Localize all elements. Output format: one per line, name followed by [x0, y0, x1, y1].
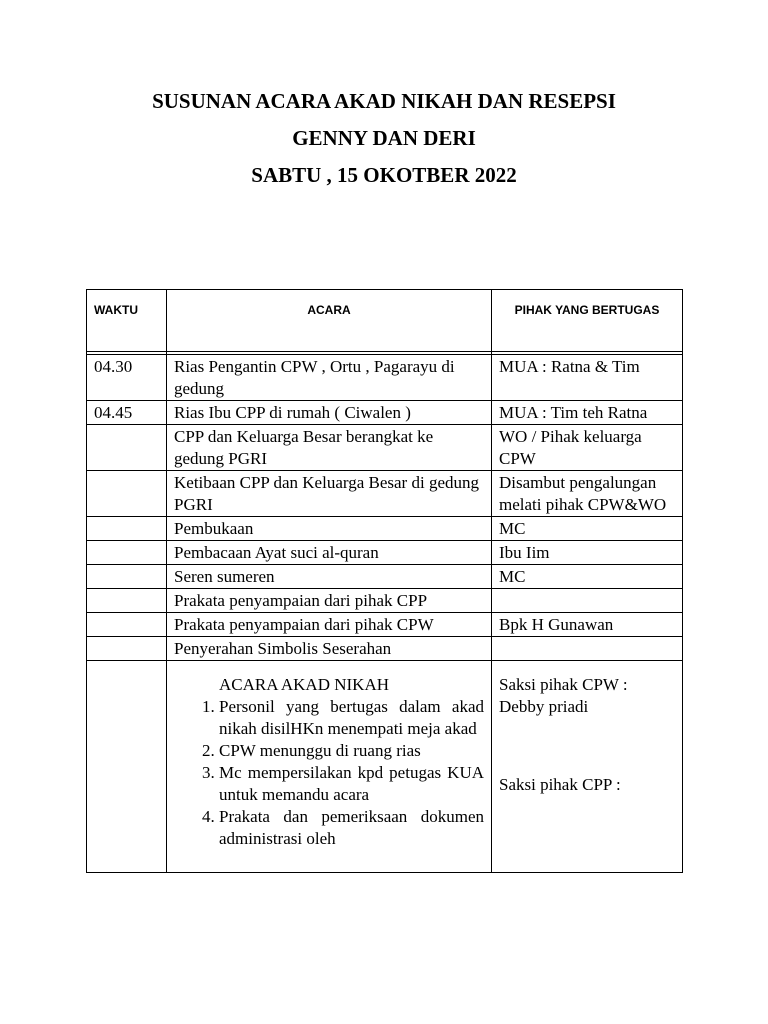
cell-pihak: Bpk H Gunawan [492, 613, 683, 637]
header-waktu: WAKTU [87, 290, 167, 352]
title-line-2: GENNY DAN DERI [292, 126, 476, 150]
cell-pihak: Ibu Iim [492, 541, 683, 565]
table-row [87, 517, 683, 541]
cell-waktu [87, 661, 167, 873]
schedule-table [86, 289, 683, 873]
akad-nikah-cell [167, 661, 492, 873]
cell-pihak: MC [492, 517, 683, 541]
akad-nikah-row [87, 661, 683, 873]
cell-waktu [87, 565, 167, 589]
table-row [87, 355, 683, 401]
cell-waktu: 04.45 [87, 401, 167, 425]
cell-waktu [87, 589, 167, 613]
table-row [87, 471, 683, 517]
saksi-cpp: Saksi pihak CPP : [499, 775, 621, 794]
cell-waktu [87, 541, 167, 565]
table-header-row [87, 290, 683, 352]
table-row [87, 565, 683, 589]
cell-pihak: Disambut pengalungan melati pihak CPW&WO [492, 471, 683, 517]
cell-acara: Pembacaan Ayat suci al-quran [167, 541, 492, 565]
cell-acara: Pembukaan [167, 517, 492, 541]
cell-acara: Prakata penyampaian dari pihak CPP [167, 589, 492, 613]
cell-acara: Ketibaan CPP dan Keluarga Besar di gedung PGRI [167, 471, 492, 517]
cell-acara: Rias Pengantin CPW , Ortu , Pagarayu di gedung [167, 355, 492, 401]
cell-waktu [87, 517, 167, 541]
cell-acara: CPP dan Keluarga Besar berangkat ke gedung PGRI [167, 425, 492, 471]
cell-pihak: WO / Pihak keluarga CPW [492, 425, 683, 471]
saksi-cpw: Saksi pihak CPW : Debby priadi [499, 675, 628, 716]
list-item: 1. Personil yang bertugas dalam akad nikah disilHKn menempati meja akad [219, 696, 484, 740]
header-pihak: PIHAK YANG BERTUGAS [492, 290, 683, 352]
cell-pihak [492, 637, 683, 661]
table-row [87, 613, 683, 637]
title-line-1: SUSUNAN ACARA AKAD NIKAH DAN RESEPSI [152, 89, 616, 113]
cell-waktu [87, 471, 167, 517]
list-item: 3. Mc mempersilakan kpd petugas KUA untuk memandu acara [219, 762, 484, 806]
cell-acara: Seren sumeren [167, 565, 492, 589]
cell-pihak: MUA : Ratna & Tim [492, 355, 683, 401]
table-row [87, 589, 683, 613]
cell-acara: Penyerahan Simbolis Seserahan [167, 637, 492, 661]
list-item: 2. CPW menunggu di ruang rias [219, 740, 484, 762]
table-row [87, 637, 683, 661]
header-acara: ACARA [167, 290, 492, 352]
saksi-cell [492, 661, 683, 873]
cell-pihak [492, 589, 683, 613]
cell-waktu [87, 613, 167, 637]
document-title-block [0, 88, 768, 199]
akad-nikah-list [174, 696, 484, 850]
cell-waktu: 04.30 [87, 355, 167, 401]
cell-waktu [87, 637, 167, 661]
cell-pihak: MUA : Tim teh Ratna [492, 401, 683, 425]
list-item: 4. Prakata dan pemeriksaan dokumen administrasi oleh [219, 806, 484, 850]
cell-acara: Rias Ibu CPP di rumah ( Ciwalen ) [167, 401, 492, 425]
title-line-3: SABTU , 15 OKOTBER 2022 [251, 163, 517, 187]
cell-acara: Prakata penyampaian dari pihak CPW [167, 613, 492, 637]
table-row [87, 401, 683, 425]
cell-waktu [87, 425, 167, 471]
table-row [87, 425, 683, 471]
table-row [87, 541, 683, 565]
akad-nikah-title: ACARA AKAD NIKAH [219, 675, 390, 694]
cell-pihak: MC [492, 565, 683, 589]
